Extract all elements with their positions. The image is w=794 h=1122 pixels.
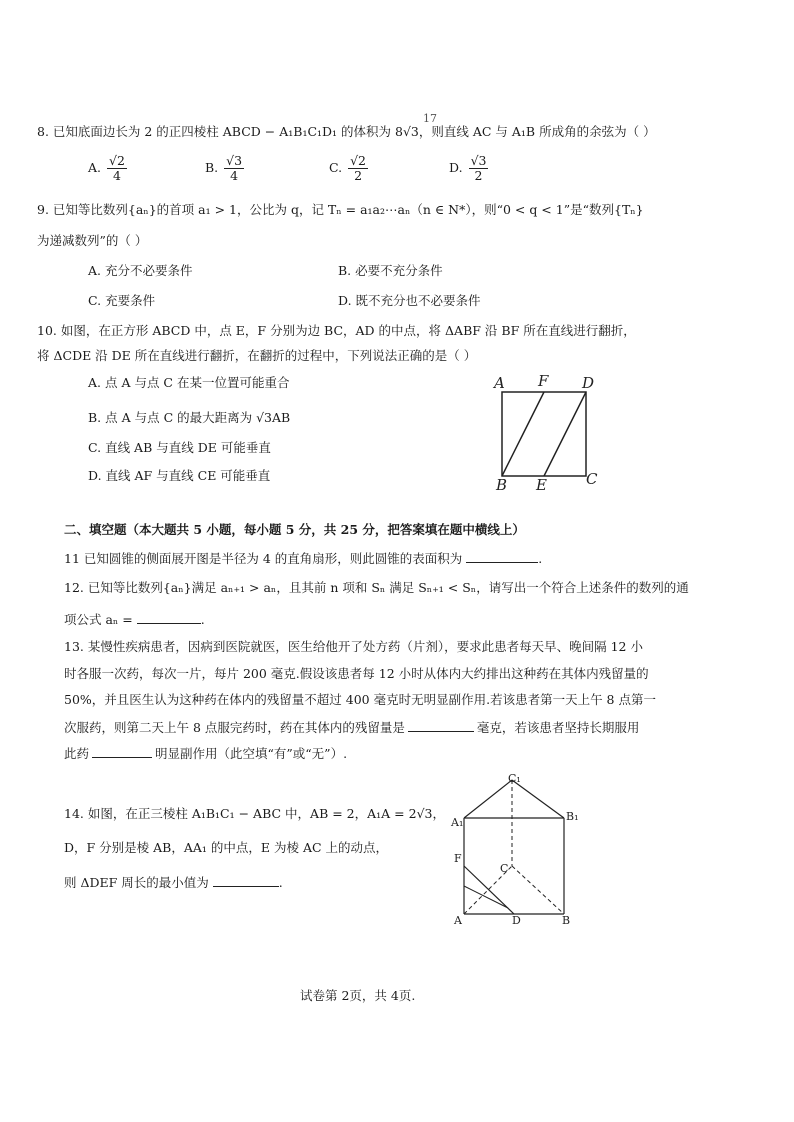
q14-line3 [64, 874, 283, 891]
edge-c1b1 [512, 780, 564, 818]
q14-line1: 14. 如图，在正三棱柱 A₁B₁C₁ − ABC 中，AB = 2，A₁A = 2√3， [64, 806, 445, 821]
label-c: C [500, 862, 509, 875]
q10-option-a: A. 点 A 与点 C 在某一位置可能重合 [88, 375, 290, 390]
q13-line5 [64, 745, 347, 762]
q9-option-b: B. 必要不充分条件 [338, 263, 443, 278]
fraction-denominator: 2 [474, 168, 483, 183]
q14-prism-figure [450, 768, 600, 928]
segment-de [544, 392, 586, 476]
q8-option-c [329, 154, 368, 183]
edge-a1c1 [464, 780, 512, 818]
q13-line1: 13. 某慢性疾病患者，因病到医院就医，医生给他开了处方药（片剂），要求此患者每天早、晚间隔 12 小 [64, 639, 643, 654]
page-mark: 17 [423, 112, 437, 125]
fraction-denominator: 4 [113, 168, 121, 183]
label-b1: B₁ [566, 810, 579, 823]
q12-answer-blank [137, 611, 201, 624]
q13-line4 [64, 719, 639, 736]
label-a1: A₁ [451, 816, 464, 829]
q13-text-after-blank2: 明显副作用（此空填“有”或“无”）. [155, 746, 348, 761]
q8-option-b [205, 154, 244, 183]
q11-text: 11 已知圆锥的侧面展开图是半径为 4 的直角扇形，则此圆锥的表面积为 [64, 551, 463, 566]
fraction-numerator: √2 [350, 153, 367, 168]
q11-end: . [538, 551, 543, 566]
label-b: B [562, 914, 571, 927]
label-a: A [494, 374, 505, 392]
q10-option-d: D. 直线 AF 与直线 CE 可能垂直 [88, 468, 271, 483]
q10-stem-line1: 10. 如图，在正方形 ABCD 中，点 E，F 分别为边 BC，AD 的中点，将 ΔABF 沿 BF 所在直线进行翻折， [37, 323, 636, 338]
q11-line [64, 550, 542, 567]
section-heading-fill-in: 二、填空题（本大题共 5 小题，每小题 5 分，共 25 分，把答案填在题中横线上） [64, 522, 525, 537]
q13-text-before-blank1: 次服药，则第二天上午 8 点服完药时，药在其体内的残留量是 [64, 720, 405, 735]
label-f: F [538, 372, 549, 390]
q10-stem-line2: 将 ΔCDE 沿 DE 所在直线进行翻折，在翻折的过程中，下列说法正确的是（ ） [37, 348, 477, 363]
fraction-numerator: √3 [470, 153, 487, 168]
q14-text: 则 ΔDEF 周长的最小值为 [64, 875, 209, 890]
q8-stem: 8. 已知底面边长为 2 的正四棱柱 ABCD − A₁B₁C₁D₁ 的体积为 8√3，则直线 AC 与 A₁B 所成角的余弦为（ ） [37, 124, 656, 139]
q14-answer-blank [213, 874, 279, 887]
segment-bf [502, 392, 544, 476]
q10-option-c: C. 直线 AB 与直线 DE 可能垂直 [88, 440, 271, 455]
q9-stem-line1: 9. 已知等比数列{aₙ}的首项 a₁ > 1，公比为 q，记 Tₙ = a₁a₂⋯aₙ（n ∈ N*），则“0 < q < 1”是“数列{Tₙ} [37, 202, 644, 217]
fraction-denominator: 2 [354, 168, 363, 183]
label-d: D [582, 374, 595, 392]
q12-stem-line2 [64, 611, 205, 628]
option-letter: C. [329, 160, 343, 175]
q14-line2: D，F 分别是棱 AB，AA₁ 的中点，E 为棱 AC 上的动点， [64, 840, 389, 855]
q9-option-d: D. 既不充分也不必要条件 [338, 293, 481, 308]
q10-square-figure [490, 370, 610, 495]
q13-text-after-blank1: 毫克，若该患者坚持长期服用 [476, 720, 640, 735]
page-footer: 试卷第 2页，共 4页. [300, 988, 416, 1003]
square-outline [502, 392, 586, 476]
option-letter: A. [88, 160, 102, 175]
q9-option-c: C. 充要条件 [88, 293, 156, 308]
option-letter: D. [449, 160, 463, 175]
option-letter: B. [205, 160, 219, 175]
label-c1: C₁ [508, 772, 521, 785]
q8-option-a [88, 154, 127, 183]
q13-line2: 时各服一次药，每次一片，每片 200 毫克.假设该患者每 12 小时从体内大约排出这种药在其体内残留量的 [64, 666, 649, 681]
segment-fe [464, 886, 508, 908]
label-e: E [536, 476, 547, 494]
label-b: B [496, 476, 508, 494]
label-d: D [512, 914, 521, 927]
fraction-numerator: √2 [109, 153, 125, 168]
label-a: A [454, 914, 462, 927]
q14-end: . [278, 875, 283, 890]
q13-text-before-blank2: 此药 [64, 746, 90, 761]
label-c: C [586, 470, 598, 488]
q12-end: . [200, 612, 205, 627]
fraction-numerator: √3 [226, 153, 243, 168]
q8-option-d [449, 154, 488, 183]
q13-answer-blank-2 [92, 745, 152, 758]
q12-stem-line1: 12. 已知等比数列{aₙ}满足 aₙ₊₁ > aₙ，且其前 n 项和 Sₙ 满足 Sₙ₊₁ < Sₙ，请写出一个符合上述条件的数列的通 [64, 580, 689, 595]
edge-cb-hidden [512, 866, 564, 914]
q13-answer-blank-1 [408, 719, 474, 732]
q9-stem-line2: 为递减数列”的（ ） [37, 233, 148, 248]
q11-answer-blank [466, 550, 538, 563]
q10-option-b: B. 点 A 与点 C 的最大距离为 √3AB [88, 410, 291, 425]
label-f: F [454, 852, 462, 865]
q13-line3: 50%，并且医生认为这种药在体内的残留量不超过 400 毫克时无明显副作用.若该患者第一天上午 8 点第一 [64, 692, 656, 707]
q9-option-a: A. 充分不必要条件 [88, 263, 193, 278]
q12-text: 项公式 aₙ = [64, 612, 133, 627]
fraction-denominator: 4 [230, 168, 239, 183]
